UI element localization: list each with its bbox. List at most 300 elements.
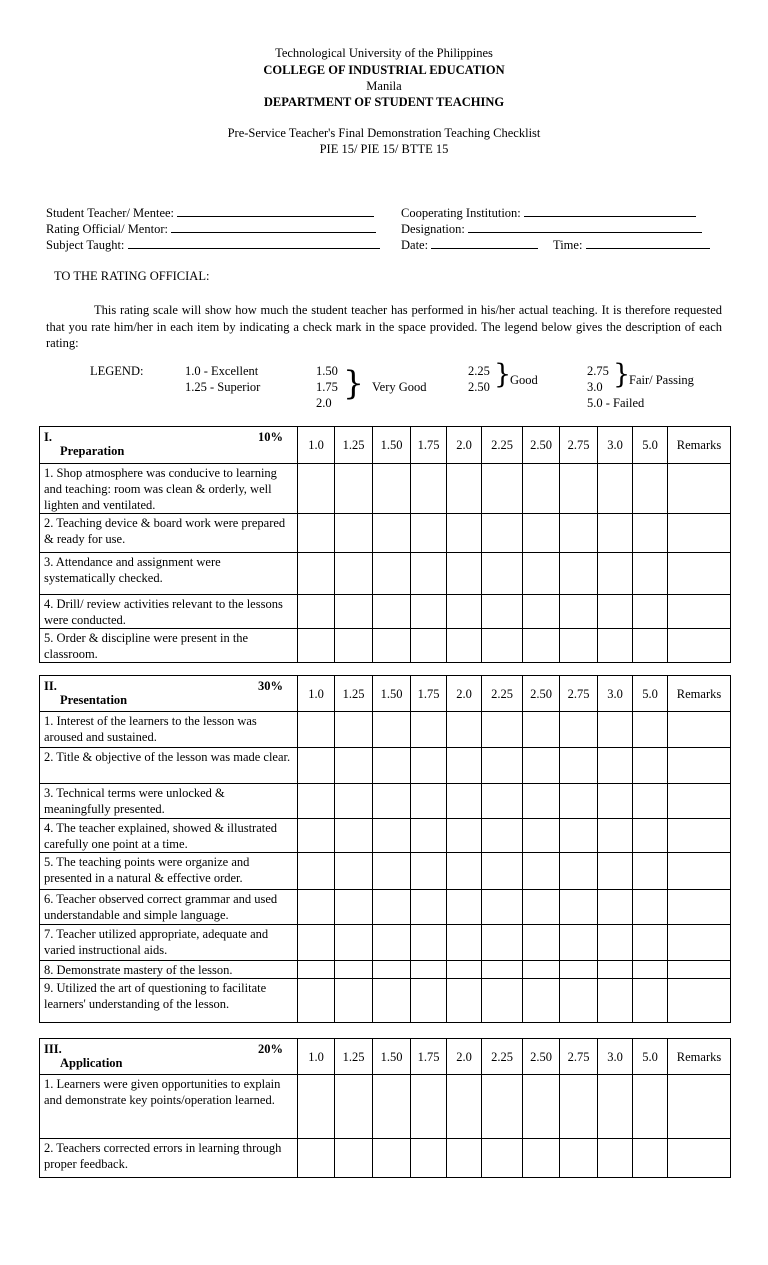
rating-cell[interactable] (482, 629, 523, 663)
rating-cell[interactable] (633, 553, 668, 595)
rating-cell[interactable] (373, 925, 411, 961)
scale-header-2-75: 2.75 (560, 676, 598, 712)
criterion-text: 2. Teachers corrected errors in learning through proper feedback. (40, 1139, 298, 1178)
rating-cell[interactable] (482, 464, 523, 514)
scale-header-2-75: 2.75 (560, 427, 598, 464)
rating-cell[interactable] (598, 464, 633, 514)
rating-cell[interactable] (633, 464, 668, 514)
rating-cell[interactable] (523, 784, 560, 819)
rating-cell[interactable] (523, 925, 560, 961)
instructions-text: This rating scale will show how much the student teacher has performed in his/her actual teaching. It is therefore requested that you rate him/her in each item by indicating a check mark in the space provided. The legend below gives the description of each rating: (46, 303, 722, 350)
city-name: Manila (366, 79, 402, 93)
rating-cell[interactable] (373, 890, 411, 925)
section-header-row (40, 1039, 731, 1075)
rating-cell[interactable] (598, 819, 633, 853)
rating-cell[interactable] (523, 595, 560, 629)
rating-cell[interactable] (482, 514, 523, 553)
legend-vg-value-3: 2.0 (316, 396, 332, 410)
rating-cell[interactable] (447, 961, 482, 979)
rating-cell[interactable] (335, 784, 373, 819)
document-title: Pre-Service Teacher's Final Demonstration Teaching Checklist (227, 126, 541, 140)
rating-official-label: Rating Official/ Mentor: (46, 222, 168, 236)
rating-cell[interactable] (335, 748, 373, 784)
rating-cell[interactable] (523, 979, 560, 1023)
rating-cell[interactable] (373, 819, 411, 853)
remarks-cell[interactable] (668, 1139, 731, 1178)
rating-cell[interactable] (447, 464, 482, 514)
rating-cell[interactable] (411, 712, 447, 748)
legend-label: LEGEND: (90, 364, 144, 378)
subject-taught-field[interactable] (46, 237, 380, 253)
rating-cell[interactable] (411, 595, 447, 629)
criterion-text: 4. The teacher explained, showed & illustrated carefully one point at a time. (40, 819, 298, 853)
rating-official-blank[interactable] (171, 221, 376, 233)
scale-header-2-0: 2.0 (447, 1039, 482, 1075)
rating-cell[interactable] (411, 853, 447, 890)
rating-cell[interactable] (523, 712, 560, 748)
rating-cell[interactable] (335, 890, 373, 925)
rating-cell[interactable] (482, 853, 523, 890)
date-blank[interactable] (431, 237, 538, 249)
section-weight: 30% (258, 679, 283, 693)
table-row (40, 1139, 731, 1178)
rating-cell[interactable] (411, 553, 447, 595)
rating-cell[interactable] (560, 890, 598, 925)
table-row (40, 1075, 731, 1139)
table-row (40, 553, 731, 595)
rating-cell[interactable] (411, 629, 447, 663)
section-header-row (40, 676, 731, 712)
scale-header-remarks: Remarks (668, 1039, 731, 1075)
section-name: Presentation (60, 693, 128, 707)
rating-cell[interactable] (335, 553, 373, 595)
rating-cell[interactable] (482, 1139, 523, 1178)
rating-cell[interactable] (447, 784, 482, 819)
rating-cell[interactable] (411, 819, 447, 853)
section-number: III. (44, 1042, 62, 1056)
rating-cell[interactable] (298, 464, 335, 514)
rating-cell[interactable] (411, 464, 447, 514)
rating-cell[interactable] (633, 819, 668, 853)
legend-fair: Fair/ Passing (629, 373, 694, 387)
rating-cell[interactable] (373, 1075, 411, 1139)
scale-header-remarks: Remarks (668, 427, 731, 464)
rating-cell[interactable] (482, 712, 523, 748)
rating-cell[interactable] (298, 748, 335, 784)
rating-cell[interactable] (598, 961, 633, 979)
rating-cell[interactable] (298, 961, 335, 979)
rating-cell[interactable] (447, 925, 482, 961)
rating-cell[interactable] (482, 784, 523, 819)
rating-cell[interactable] (335, 514, 373, 553)
legend-vg-value-1: 1.50 (316, 364, 338, 378)
criterion-text: 3. Technical terms were unlocked & meaningfully presented. (40, 784, 298, 819)
rating-cell[interactable] (633, 514, 668, 553)
rating-cell[interactable] (298, 890, 335, 925)
rating-cell[interactable] (523, 514, 560, 553)
college-name: COLLEGE OF INDUSTRIAL EDUCATION (263, 63, 505, 77)
rating-cell[interactable] (335, 1075, 373, 1139)
rating-cell[interactable] (298, 1139, 335, 1178)
rating-cell[interactable] (482, 1075, 523, 1139)
scale-header-1-75: 1.75 (411, 676, 447, 712)
scale-header-2-75: 2.75 (560, 1039, 598, 1075)
rating-cell[interactable] (335, 595, 373, 629)
rating-cell[interactable] (633, 712, 668, 748)
rating-cell[interactable] (560, 1139, 598, 1178)
rating-cell[interactable] (523, 853, 560, 890)
rating-cell[interactable] (411, 925, 447, 961)
rating-cell[interactable] (447, 1139, 482, 1178)
rating-cell[interactable] (598, 595, 633, 629)
table-row (40, 961, 731, 979)
rating-cell[interactable] (298, 784, 335, 819)
scale-header-1-0: 1.0 (298, 1039, 335, 1075)
section-name: Application (60, 1056, 123, 1070)
student-teacher-blank[interactable] (177, 205, 374, 217)
scale-header-2-50: 2.50 (523, 427, 560, 464)
scale-header-5-0: 5.0 (633, 427, 668, 464)
section-weight: 20% (258, 1042, 283, 1056)
rating-cell[interactable] (411, 1139, 447, 1178)
rating-cell[interactable] (482, 925, 523, 961)
scale-header-remarks: Remarks (668, 676, 731, 712)
rating-cell[interactable] (298, 1075, 335, 1139)
rating-cell[interactable] (411, 890, 447, 925)
rating-cell[interactable] (523, 819, 560, 853)
rating-cell[interactable] (633, 979, 668, 1023)
legend-very-good: Very Good (372, 380, 427, 394)
rating-cell[interactable] (298, 553, 335, 595)
rating-cell[interactable] (335, 464, 373, 514)
rating-cell[interactable] (560, 853, 598, 890)
rating-cell[interactable] (373, 553, 411, 595)
scale-header-3-0: 3.0 (598, 427, 633, 464)
table-row (40, 853, 731, 890)
rating-cell[interactable] (373, 961, 411, 979)
rating-cell[interactable] (373, 748, 411, 784)
rating-cell[interactable] (447, 853, 482, 890)
rating-cell[interactable] (560, 819, 598, 853)
rating-cell[interactable] (523, 553, 560, 595)
rating-official-field[interactable] (46, 221, 376, 237)
date-field[interactable] (401, 237, 538, 253)
rating-table-presentation (39, 675, 731, 1023)
section-number: I. (44, 430, 52, 444)
table-row (40, 595, 731, 629)
scale-header-1-75: 1.75 (411, 1039, 447, 1075)
rating-cell[interactable] (335, 712, 373, 748)
rating-cell[interactable] (335, 979, 373, 1023)
rating-cell[interactable] (633, 748, 668, 784)
legend-fair-value-1: 2.75 (587, 364, 609, 378)
rating-cell[interactable] (373, 629, 411, 663)
legend-good-value-1: 2.25 (468, 364, 490, 378)
very-good-brace-icon: } (343, 363, 364, 402)
scale-header-2-0: 2.0 (447, 676, 482, 712)
scale-header-2-50: 2.50 (523, 676, 560, 712)
scale-header-1-50: 1.50 (373, 427, 411, 464)
section-title-cell (40, 427, 298, 464)
rating-cell[interactable] (560, 961, 598, 979)
designation-blank[interactable] (468, 221, 702, 233)
rating-cell[interactable] (447, 890, 482, 925)
table-row (40, 784, 731, 819)
instructions-paragraph (46, 302, 722, 352)
rating-cell[interactable] (335, 961, 373, 979)
rating-cell[interactable] (447, 629, 482, 663)
time-blank[interactable] (586, 237, 710, 249)
criterion-text: 5. Order & discipline were present in the classroom. (40, 629, 298, 663)
time-label: Time: (553, 238, 583, 252)
section-number: II. (44, 679, 57, 693)
cooperating-institution-field[interactable] (401, 205, 696, 221)
criterion-text: 5. The teaching points were organize and presented in a natural & effective order. (40, 853, 298, 890)
section-name: Preparation (60, 444, 125, 458)
rating-cell[interactable] (482, 595, 523, 629)
rating-cell[interactable] (598, 979, 633, 1023)
rating-cell[interactable] (598, 1075, 633, 1139)
rating-table-preparation (39, 426, 731, 663)
scale-header-5-0: 5.0 (633, 1039, 668, 1075)
rating-cell[interactable] (633, 890, 668, 925)
rating-cell[interactable] (482, 748, 523, 784)
university-name: Technological University of the Philippines (275, 46, 493, 60)
remarks-cell[interactable] (668, 464, 731, 514)
rating-cell[interactable] (298, 979, 335, 1023)
subject-taught-blank[interactable] (128, 237, 380, 249)
table-row (40, 712, 731, 748)
rating-cell[interactable] (373, 853, 411, 890)
rating-cell[interactable] (560, 464, 598, 514)
rating-cell[interactable] (560, 595, 598, 629)
criterion-text: 4. Drill/ review activities relevant to the lessons were conducted. (40, 595, 298, 629)
department-name: DEPARTMENT OF STUDENT TEACHING (263, 95, 505, 109)
scale-header-3-0: 3.0 (598, 1039, 633, 1075)
criterion-text: 6. Teacher observed correct grammar and used understandable and simple language. (40, 890, 298, 925)
rating-cell[interactable] (560, 784, 598, 819)
cooperating-institution-blank[interactable] (524, 205, 696, 217)
remarks-cell[interactable] (668, 961, 731, 979)
rating-cell[interactable] (598, 748, 633, 784)
remarks-cell[interactable] (668, 890, 731, 925)
criterion-text: 1. Interest of the learners to the lesson was aroused and sustained. (40, 712, 298, 748)
rating-cell[interactable] (598, 784, 633, 819)
student-teacher-field[interactable] (46, 205, 374, 221)
rating-cell[interactable] (482, 890, 523, 925)
remarks-cell[interactable] (668, 819, 731, 853)
rating-cell[interactable] (298, 819, 335, 853)
rating-cell[interactable] (411, 748, 447, 784)
criterion-text: 7. Teacher utilized appropriate, adequate and varied instructional aids. (40, 925, 298, 961)
scale-header-1-75: 1.75 (411, 427, 447, 464)
scale-header-1-25: 1.25 (335, 676, 373, 712)
rating-cell[interactable] (373, 784, 411, 819)
rating-cell[interactable] (598, 712, 633, 748)
rating-cell[interactable] (523, 1139, 560, 1178)
rating-cell[interactable] (447, 514, 482, 553)
criterion-text: 1. Shop atmosphere was conducive to learning and teaching: room was clean & orderly, well lighten and ventilated. (40, 464, 298, 514)
time-field[interactable] (553, 237, 710, 253)
rating-cell[interactable] (633, 853, 668, 890)
table-row (40, 979, 731, 1023)
rating-cell[interactable] (447, 1075, 482, 1139)
rating-cell[interactable] (335, 925, 373, 961)
rating-cell[interactable] (411, 979, 447, 1023)
rating-cell[interactable] (560, 629, 598, 663)
rating-cell[interactable] (523, 890, 560, 925)
section-weight: 10% (258, 430, 283, 444)
rating-cell[interactable] (598, 925, 633, 961)
rating-cell[interactable] (598, 1139, 633, 1178)
rating-cell[interactable] (411, 784, 447, 819)
section-title-cell (40, 1039, 298, 1075)
rating-cell[interactable] (335, 629, 373, 663)
rating-cell[interactable] (598, 514, 633, 553)
remarks-cell[interactable] (668, 925, 731, 961)
remarks-cell[interactable] (668, 514, 731, 553)
rating-cell[interactable] (523, 464, 560, 514)
rating-cell[interactable] (633, 1075, 668, 1139)
designation-field[interactable] (401, 221, 702, 237)
rating-cell[interactable] (523, 1075, 560, 1139)
rating-cell[interactable] (598, 853, 633, 890)
rating-cell[interactable] (598, 890, 633, 925)
rating-cell[interactable] (560, 712, 598, 748)
criterion-text: 2. Title & objective of the lesson was made clear. (40, 748, 298, 784)
cooperating-institution-label: Cooperating Institution: (401, 206, 521, 220)
rating-cell[interactable] (298, 712, 335, 748)
section-title-cell (40, 676, 298, 712)
rating-cell[interactable] (335, 1139, 373, 1178)
rating-cell[interactable] (373, 514, 411, 553)
table-row (40, 464, 731, 514)
rating-cell[interactable] (523, 961, 560, 979)
legend-superior: 1.25 - Superior (185, 380, 261, 394)
rating-cell[interactable] (373, 595, 411, 629)
legend-fair-value-2: 3.0 (587, 380, 603, 394)
rating-cell[interactable] (298, 595, 335, 629)
rating-cell[interactable] (633, 1139, 668, 1178)
rating-cell[interactable] (447, 712, 482, 748)
good-brace-icon: } (494, 359, 512, 390)
scale-header-1-25: 1.25 (335, 427, 373, 464)
rating-cell[interactable] (411, 961, 447, 979)
scale-header-5-0: 5.0 (633, 676, 668, 712)
criterion-text: 1. Learners were given opportunities to explain and demonstrate key points/operation learned. (40, 1075, 298, 1139)
remarks-cell[interactable] (668, 784, 731, 819)
table-row (40, 748, 731, 784)
rating-cell[interactable] (447, 819, 482, 853)
rating-cell[interactable] (298, 853, 335, 890)
criterion-text: 3. Attendance and assignment were systematically checked. (40, 553, 298, 595)
rating-cell[interactable] (560, 748, 598, 784)
remarks-cell[interactable] (668, 712, 731, 748)
rating-cell[interactable] (560, 553, 598, 595)
table-row (40, 629, 731, 663)
remarks-cell[interactable] (668, 553, 731, 595)
scale-header-2-0: 2.0 (447, 427, 482, 464)
rating-cell[interactable] (447, 979, 482, 1023)
remarks-cell[interactable] (668, 853, 731, 890)
section-header-row (40, 427, 731, 464)
rating-cell[interactable] (373, 712, 411, 748)
scale-header-1-0: 1.0 (298, 427, 335, 464)
rating-cell[interactable] (482, 979, 523, 1023)
rating-cell[interactable] (633, 961, 668, 979)
rating-cell[interactable] (298, 514, 335, 553)
remarks-cell[interactable] (668, 979, 731, 1023)
scale-header-2-25: 2.25 (482, 676, 523, 712)
rating-cell[interactable] (523, 748, 560, 784)
rating-cell[interactable] (482, 553, 523, 595)
rating-cell[interactable] (633, 629, 668, 663)
rating-cell[interactable] (373, 1139, 411, 1178)
rating-cell[interactable] (482, 819, 523, 853)
remarks-cell[interactable] (668, 1075, 731, 1139)
rating-cell[interactable] (335, 819, 373, 853)
rating-cell[interactable] (482, 961, 523, 979)
criterion-text: 9. Utilized the art of questioning to facilitate learners' understanding of the lesson. (40, 979, 298, 1023)
remarks-cell[interactable] (668, 629, 731, 663)
rating-cell[interactable] (447, 748, 482, 784)
table-row (40, 925, 731, 961)
rating-cell[interactable] (633, 925, 668, 961)
rating-cell[interactable] (633, 784, 668, 819)
remarks-cell[interactable] (668, 748, 731, 784)
scale-header-2-50: 2.50 (523, 1039, 560, 1075)
scale-header-2-25: 2.25 (482, 427, 523, 464)
rating-cell[interactable] (447, 595, 482, 629)
rating-cell[interactable] (447, 553, 482, 595)
student-teacher-label: Student Teacher/ Mentee: (46, 206, 175, 220)
rating-cell[interactable] (598, 553, 633, 595)
scale-header-1-50: 1.50 (373, 676, 411, 712)
remarks-cell[interactable] (668, 595, 731, 629)
rating-cell[interactable] (560, 514, 598, 553)
legend-excellent: 1.0 - Excellent (185, 364, 259, 378)
rating-cell[interactable] (598, 629, 633, 663)
rating-cell[interactable] (373, 464, 411, 514)
scale-header-3-0: 3.0 (598, 676, 633, 712)
criterion-text: 8. Demonstrate mastery of the lesson. (40, 961, 298, 979)
rating-table-application (39, 1038, 731, 1178)
scale-header-1-25: 1.25 (335, 1039, 373, 1075)
rating-cell[interactable] (411, 514, 447, 553)
instructions-heading: TO THE RATING OFFICIAL: (54, 269, 210, 283)
legend-failed: 5.0 - Failed (587, 396, 645, 410)
criterion-text: 2. Teaching device & board work were prepared & ready for use. (40, 514, 298, 553)
course-codes: PIE 15/ PIE 15/ BTTE 15 (319, 142, 449, 156)
rating-cell[interactable] (411, 1075, 447, 1139)
rating-cell[interactable] (335, 853, 373, 890)
date-label: Date: (401, 238, 429, 252)
rating-cell[interactable] (560, 979, 598, 1023)
rating-cell[interactable] (373, 979, 411, 1023)
scale-header-1-50: 1.50 (373, 1039, 411, 1075)
rating-cell[interactable] (298, 629, 335, 663)
rating-cell[interactable] (523, 629, 560, 663)
rating-cell[interactable] (560, 1075, 598, 1139)
designation-label: Designation: (401, 222, 465, 236)
rating-cell[interactable] (633, 595, 668, 629)
legend-good: Good (510, 373, 538, 387)
rating-cell[interactable] (560, 925, 598, 961)
subject-taught-label: Subject Taught: (46, 238, 125, 252)
scale-header-1-0: 1.0 (298, 676, 335, 712)
rating-cell[interactable] (298, 925, 335, 961)
fair-brace-icon: } (613, 359, 631, 390)
